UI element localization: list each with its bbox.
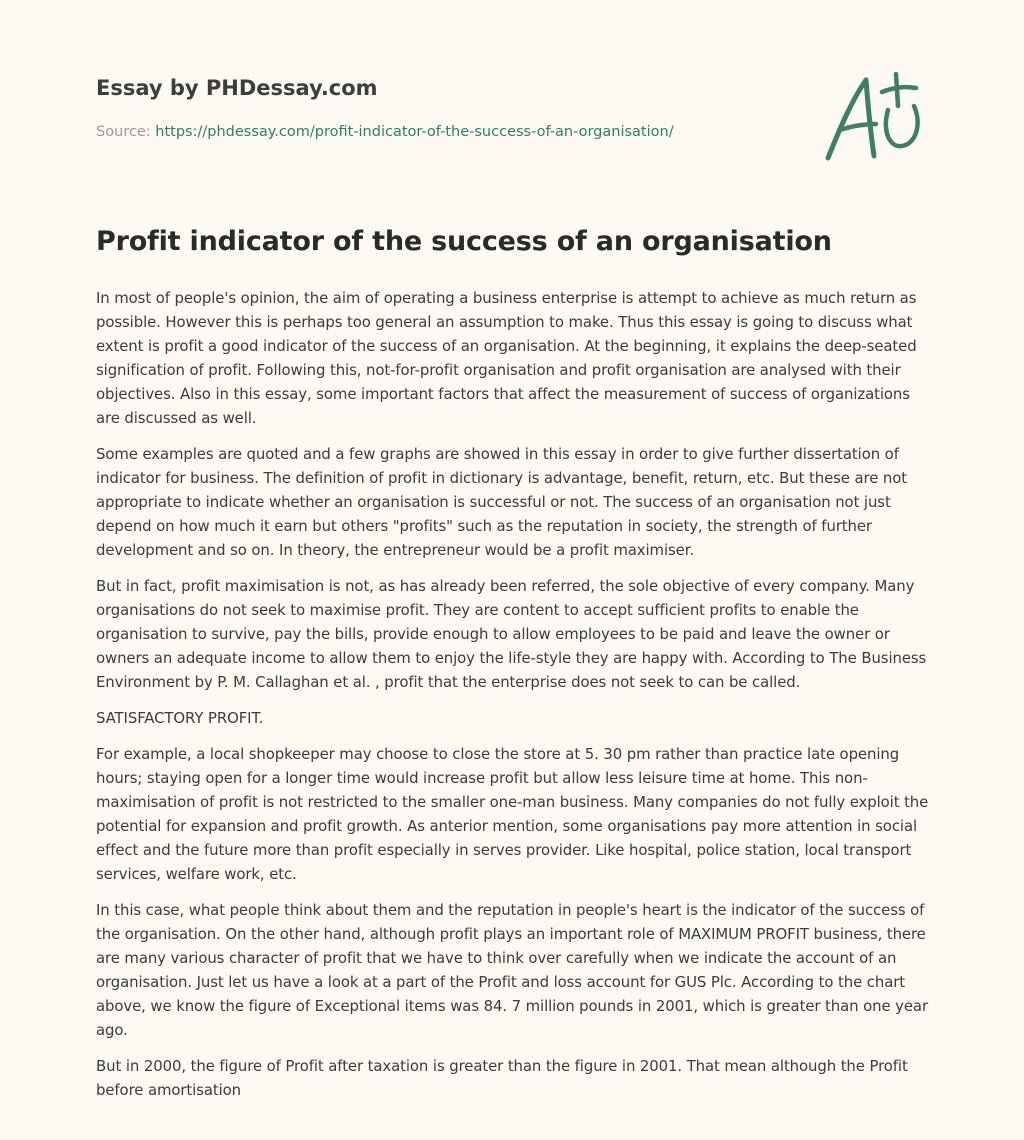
source-line bbox=[96, 124, 674, 140]
essay-body bbox=[96, 286, 932, 1114]
source-link[interactable]: https://phdessay.com/profit-indicator-of-the-success-of-an-organisation/ bbox=[155, 124, 674, 140]
essay-paragraph: For example, a local shopkeeper may choose to close the store at 5. 30 pm rather than practice late opening hours; staying open for a longer time would increase profit but allow less leisure time at home. This non-maximisation of profit is not restricted to the smaller one-man business. Many companies do not fully exploit the potential for expansion and profit growth. As anterior mention, some organisations pay more attention in social effect and the future more than profit especially in serves provider. Like hospital, police station, local transport services, welfare work, etc. bbox=[96, 745, 929, 883]
essay-paragraph: In most of people's opinion, the aim of operating a business enterprise is attempt to achieve as much return as possible. However this is perhaps too general an assumption to make. Thus this essay is going to discuss what extent is profit a good indicator of the success of an organisation. At the beginning, it explains the deep-seated signification of profit. Following this, not-for-profit organisation and profit organisation are analysed with their objectives. Also in this essay, some important factors that affect the measurement of success of organizations are discussed as well. bbox=[96, 289, 917, 427]
essay-title: Profit indicator of the success of an organisation bbox=[96, 226, 832, 257]
essay-paragraph: But in fact, profit maximisation is not, as has already been referred, the sole objective of every company. Many organisations do not seek to maximise profit. They are content to accept sufficient profits to enable the organisation to survive, pay the bills, provide enough to allow employees to be paid and leave the owner or owners an adequate income to allow them to enjoy the life-style they are happy with. According to The Business Environment by P. M. Callaghan et al. , profit that the enterprise does not seek to can be called. bbox=[96, 577, 927, 691]
essay-paragraph: Some examples are quoted and a few graphs are showed in this essay in order to give further dissertation of indicator for business. The definition of profit in dictionary is advantage, benefit, return, etc. But these are not appropriate to indicate whether an organisation is successful or not. The success of an organisation not just depend on how much it earn but others "profits" such as the reputation in society, the strength of further development and so on. In theory, the entrepreneur would be a profit maximiser. bbox=[96, 445, 907, 559]
a-plus-grade-icon bbox=[818, 66, 930, 166]
essay-paragraph: SATISFACTORY PROFIT. bbox=[96, 709, 264, 727]
essay-paragraph: But in 2000, the figure of Profit after taxation is greater than the figure in 2001. That mean although the Profit before amortisation bbox=[96, 1057, 908, 1099]
site-brand: Essay by PHDessay.com bbox=[96, 76, 378, 100]
essay-paragraph: In this case, what people think about them and the reputation in people's heart is the indicator of the success of the organisation. On the other hand, although profit plays an important role of MAXIMUM PROFIT business, there are many various character of profit that we have to think over carefully when we indicate the account of an organisation. Just let us have a look at a part of the Profit and loss account for GUS Plc. According to the chart above, we know the figure of Exceptional items was 84. 7 million pounds in 2001, which is greater than one year ago. bbox=[96, 901, 928, 1039]
source-label: Source: bbox=[96, 124, 156, 140]
